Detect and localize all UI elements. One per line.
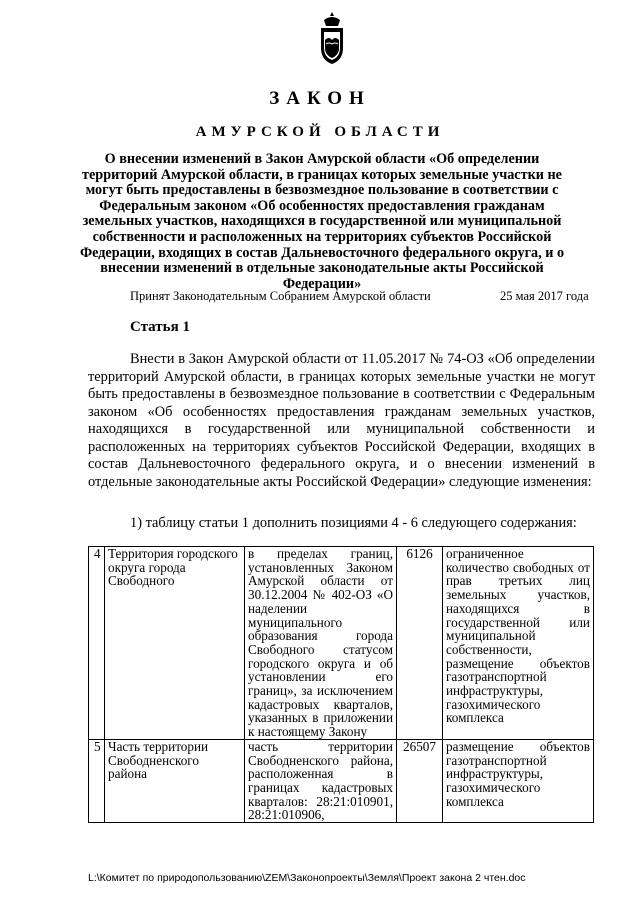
table-row (89, 547, 594, 740)
territory-cell: Часть территории Свободненского района (105, 739, 245, 822)
area-cell: 26507 (397, 739, 443, 822)
article-title: Статья 1 (130, 319, 190, 335)
table-row (89, 739, 594, 822)
position-number: 4 (89, 547, 105, 740)
usage-cell: размещение объектов газотранспортной инфраструктуры, газохимического комплекса (443, 739, 594, 822)
adoption-text: Принят Законодательным Собранием Амурской области (130, 289, 431, 303)
adoption-date: 25 мая 2017 года (500, 289, 589, 303)
amendment-item-1: 1) таблицу статьи 1 дополнить позициями 4 - 6 следующего содержания: (130, 515, 577, 531)
article-intro-paragraph: Внести в Закон Амурской области от 11.05.2017 № 74-ОЗ «Об определении территорий Амурской области, в границах которых земельные участки не могут быть предоставлены в безвозмездное пользование в соответствии с Федеральным законом «Об особенностях предоставления гражданам земельных участков, находящихся в государственной или муниципальной собственности и расположенных на территориях субъектов Российской Федерации, входящих в состав Дальневосточного федерального округа, и о внесении изменений в отдельные законодательные акты Российской Федерации» следующие изменения: (88, 351, 595, 490)
usage-cell: ограниченное количество свободных от прав третьих лиц земельных участков, находящихся в государственной или муниципальной собственности, размещение объектов газотранспортной инфраструктуры, газохимического комплекса (443, 547, 594, 740)
law-title: ЗАКОН (269, 88, 371, 109)
region-title: АМУРСКОЙ ОБЛАСТИ (195, 124, 445, 140)
position-number: 5 (89, 739, 105, 822)
boundary-description-cell: в пределах границ, установленных Законом Амурской области от 30.12.2004 № 402-ОЗ «О наделении муниципального образования города Свободного статусом городского округа и об установлении его границ», за исключением кадастровых кварталов, указанных в приложении к настоящему Закону (245, 547, 397, 740)
positions-table (88, 546, 594, 823)
file-path-footer: L:\Комитет по природопользованию\ZEM\Законопроекты\Земля\Проект закона 2 чтен.doc (88, 872, 526, 884)
law-subject-heading: О внесении изменений в Закон Амурской области «Об определении территорий Амурской области, в границах которых земельные участки не могут быть предоставлены в безвозмездное пользование в соответствии с Федеральным законом «Об особенностях предоставления гражданам земельных участков, находящихся в государственной или муниципальной собственности и расположенных на территориях субъектов Российской Федерации, входящих в состав Дальневосточного федерального округа, и о внесении изменений в отдельные законодательные акты Российской Федерации» (79, 151, 565, 292)
coat-of-arms-emblem (318, 10, 346, 66)
boundary-description-cell: часть территории Свободненского района, расположенная в границах кадастровых кварталов: 28:21:010901, 28:21:010906, (245, 739, 397, 822)
territory-cell: Территория городского округа города Свободного (105, 547, 245, 740)
area-cell: 6126 (397, 547, 443, 740)
